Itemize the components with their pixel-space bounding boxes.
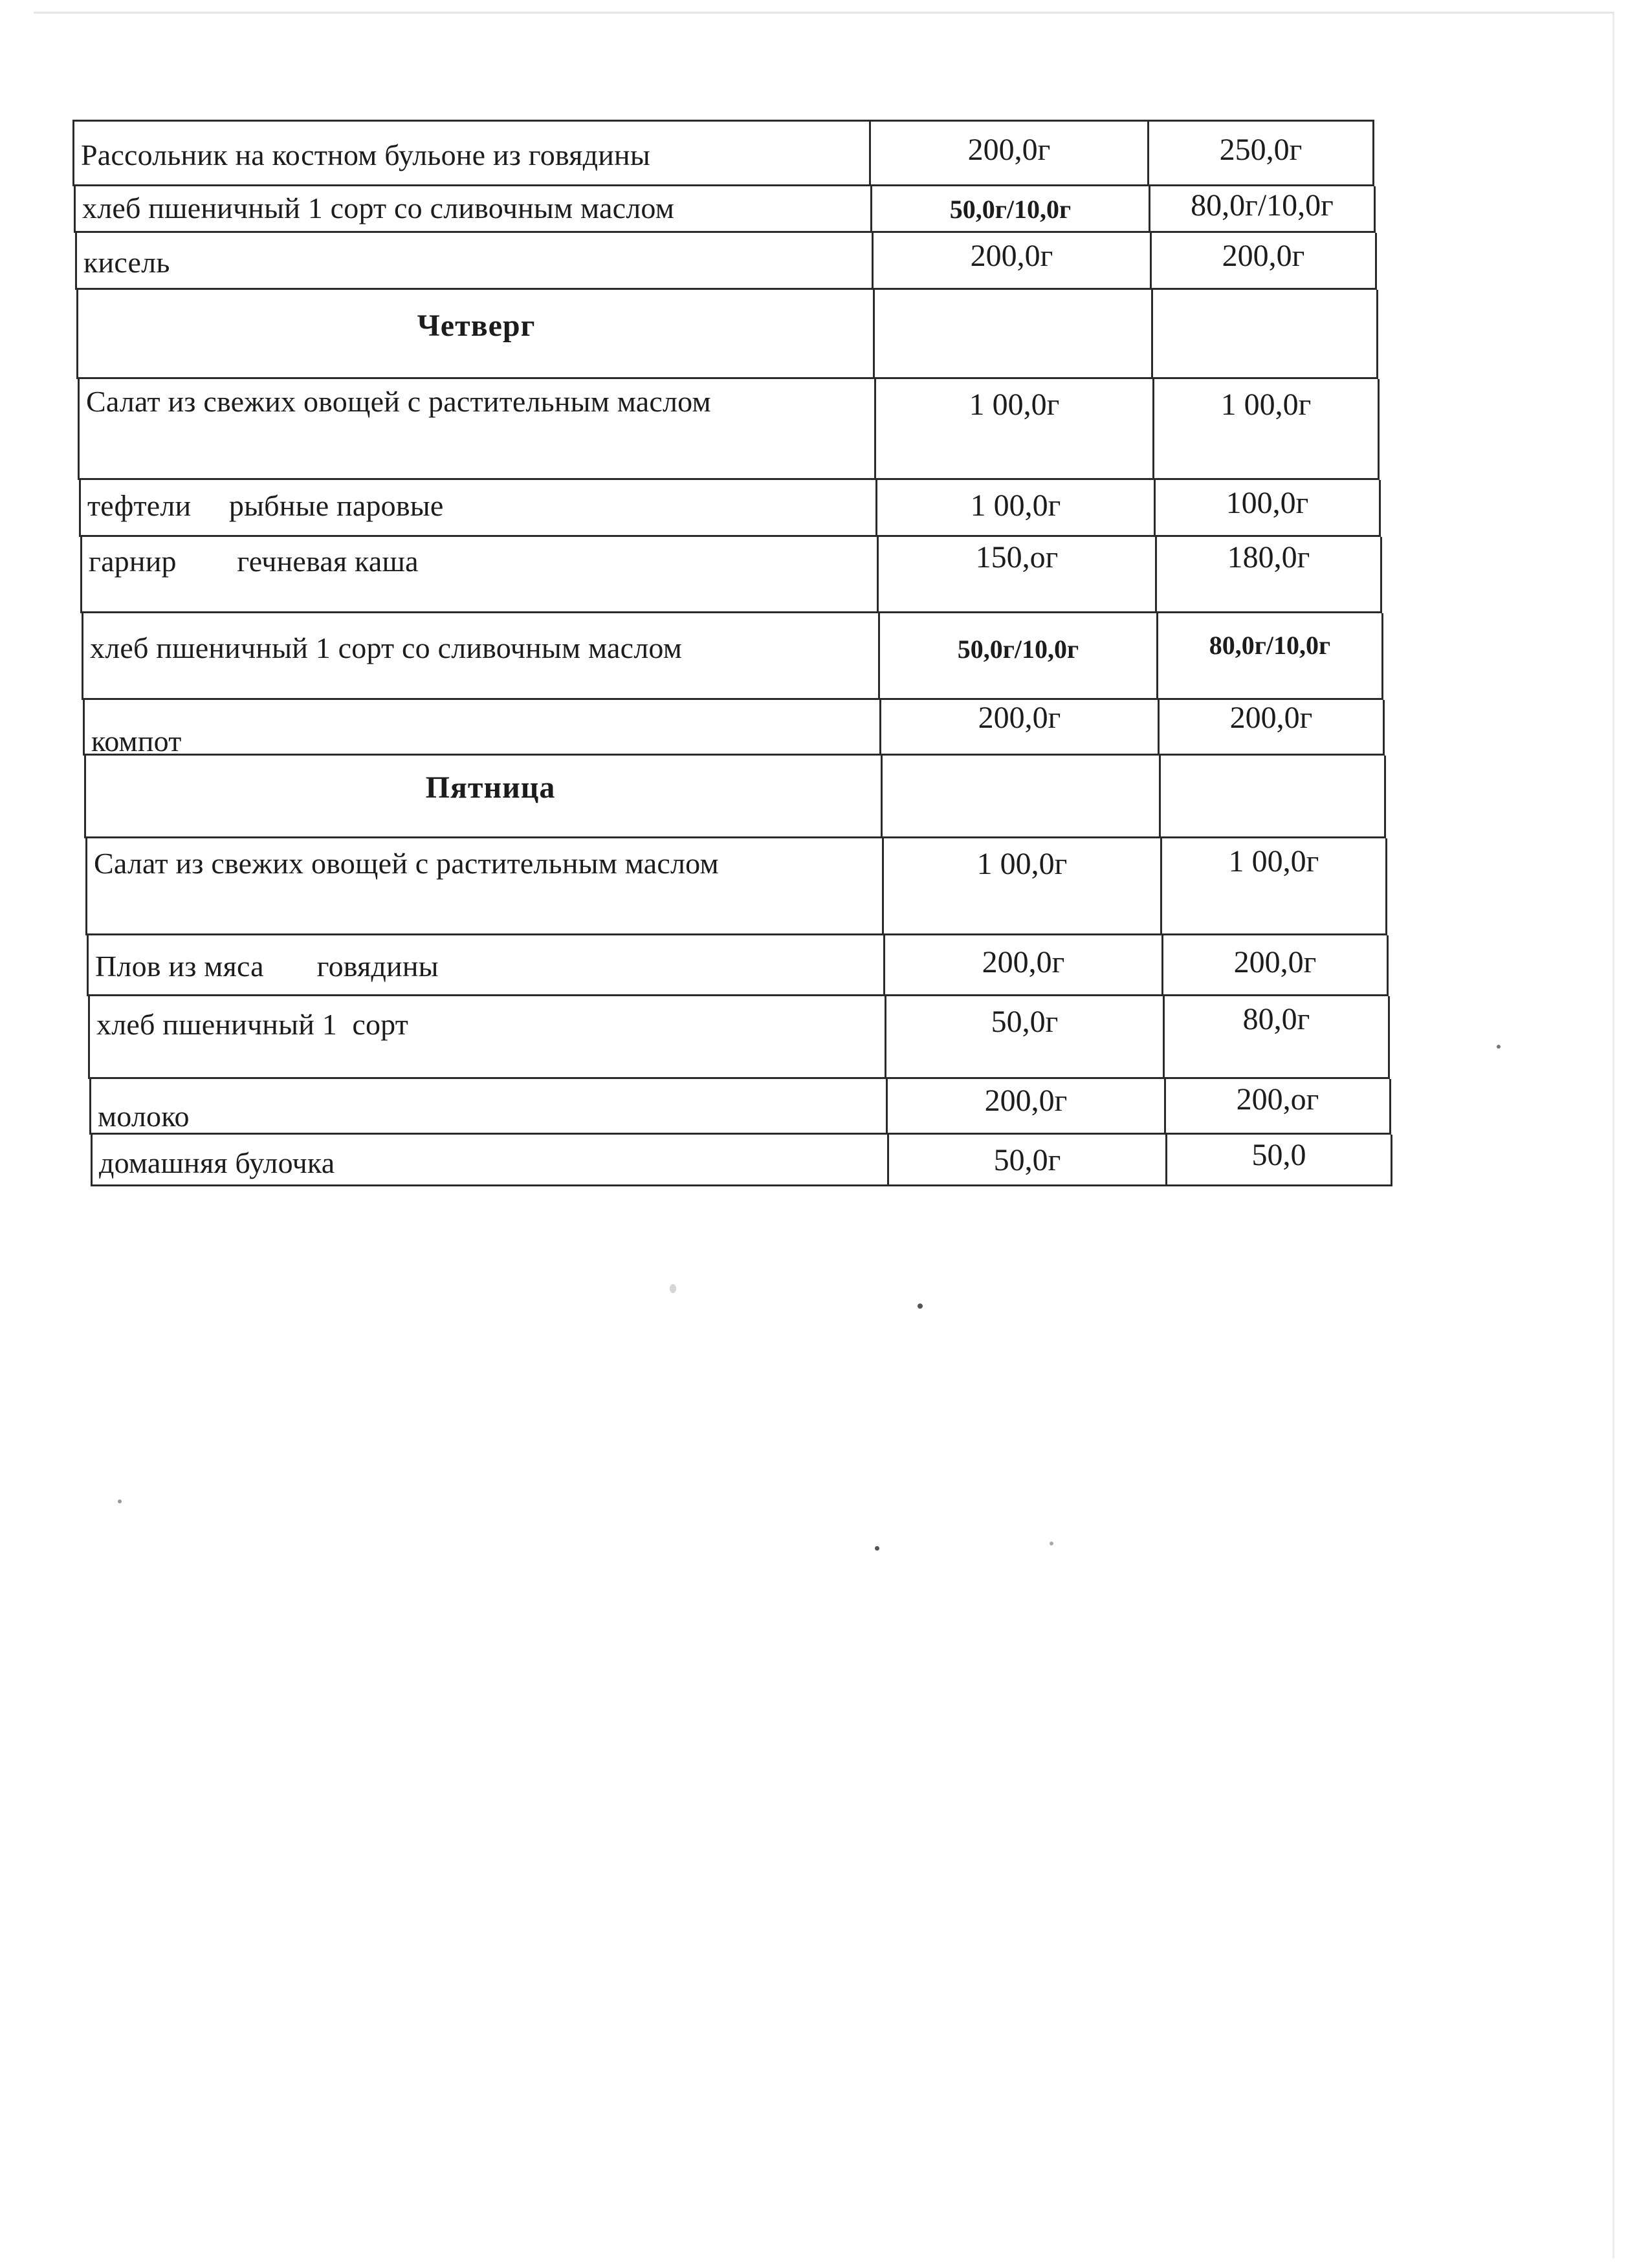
scan-speck [1497,1045,1501,1049]
dish-cell [77,233,872,288]
table-row [75,233,1377,290]
portion-large: 100,0г [1226,486,1309,520]
portion-large-cell [1151,290,1376,377]
portion-large: 200,0г [1229,701,1313,735]
portion-large: 1 00,0г [1220,387,1312,422]
portion-small: 200,0г [984,1084,1068,1118]
scan-speck [1050,1542,1053,1545]
table-row [89,1079,1391,1135]
dish-name: Салат из свежих овощей с растительным маслом [86,385,711,418]
day-title: Четверг [417,309,536,343]
portion-small: 50,0г/10,0г [957,635,1079,664]
table-row [87,935,1389,996]
portion-large: 200,0г [1233,945,1317,979]
dish-name: кисель [83,246,170,279]
portion-small-cell [886,1079,1164,1133]
table-row [80,537,1382,613]
portion-large-cell [1147,122,1372,184]
scan-speck [118,1499,122,1503]
portion-small: 200,0г [982,945,1065,979]
portion-small-cell [882,838,1160,933]
portion-large: 180,0г [1227,540,1310,574]
portion-small-cell [881,756,1159,836]
dish-name: гарнир гечневая каша [89,545,419,578]
dish-cell [76,186,870,231]
portion-small: 200,0г [978,701,1061,735]
portion-small-cell [874,379,1152,478]
dish-name: компот [91,725,182,758]
table-row [78,379,1380,480]
scan-speck [875,1546,879,1551]
dish-name: хлеб пшеничный 1 сорт [96,1008,409,1041]
portion-small-cell [872,233,1150,288]
portion-small: 1 00,0г [969,387,1060,422]
portion-large-cell [1159,756,1384,836]
table-row [85,838,1387,935]
portion-small-cell [875,480,1154,535]
dish-name: Плов из мяса говядины [95,950,439,983]
dish-cell [83,613,878,698]
portion-small-cell [887,1135,1165,1184]
portion-small: 1 00,0г [976,847,1068,881]
portion-large: 200,ог [1236,1082,1319,1117]
portion-large: 80,0г/10,0г [1209,631,1331,660]
table-row [91,1135,1392,1186]
portion-large: 250,0г [1219,133,1303,167]
portion-large-cell [1161,935,1387,994]
portion-small-cell [883,935,1161,994]
portion-small-cell [878,613,1156,698]
portion-large: 1 00,0г [1228,844,1319,878]
dish-cell [82,537,877,611]
dish-cell [80,379,874,478]
dish-name: хлеб пшеничный 1 сорт со сливочным маслом [90,631,683,664]
portion-small-cell [873,290,1151,377]
portion-small-cell [870,186,1149,231]
dish-cell [90,996,885,1077]
portion-small: 1 00,0г [970,488,1061,523]
table-row [72,120,1374,186]
dish-name: тефтели рыбные паровые [87,489,444,522]
portion-large-cell [1155,537,1380,611]
portion-large-cell [1160,838,1385,933]
dish-cell [85,700,879,758]
portion-large-cell [1156,613,1381,698]
portion-large-cell [1154,480,1379,535]
table-row [82,613,1383,700]
portion-large: 50,0 [1251,1138,1306,1172]
dish-cell [74,122,869,184]
portion-large-cell [1163,996,1388,1077]
dish-name: домашняя булочка [99,1146,335,1179]
table-row [88,996,1390,1079]
portion-large-cell [1165,1135,1391,1184]
table-row [83,700,1385,756]
portion-small: 150,ог [975,540,1059,574]
portion-large-cell [1149,186,1374,231]
dish-name: Рассольник на костном бульоне из говядины [81,138,650,171]
portion-large-cell [1150,233,1375,288]
portion-small: 50,0г [993,1143,1061,1177]
dish-cell [81,480,875,535]
scan-speck [918,1303,923,1309]
dish-name: хлеб пшеничный 1 сорт со сливочным маслом [82,191,675,224]
portion-large: 80,0г [1242,1002,1310,1036]
portion-large-cell [1164,1079,1389,1133]
day-header-row [76,290,1378,379]
portion-small: 50,0г/10,0г [949,195,1072,224]
scan-speck [670,1284,676,1293]
portion-small-cell [885,996,1163,1077]
portion-small: 200,0г [970,239,1053,273]
portion-small: 50,0г [991,1005,1059,1039]
portion-small: 200,0г [967,133,1051,167]
dish-name: Салат из свежих овощей с растительным маслом [94,847,719,880]
portion-large-cell [1152,379,1378,478]
portion-large: 80,0г/10,0г [1191,188,1334,223]
dish-cell [89,935,883,994]
dish-cell [93,1135,887,1184]
day-title: Пятница [425,770,556,805]
dish-cell [87,838,882,933]
table-row [79,480,1381,537]
table-row [74,186,1376,233]
portion-large: 200,0г [1222,239,1305,273]
dish-cell [91,1079,886,1133]
portion-large-cell [1158,700,1383,754]
dish-name: молоко [98,1100,190,1133]
portion-small-cell [879,700,1158,754]
portion-small-cell [869,122,1147,184]
day-header-row [84,756,1386,838]
portion-small-cell [877,537,1155,611]
